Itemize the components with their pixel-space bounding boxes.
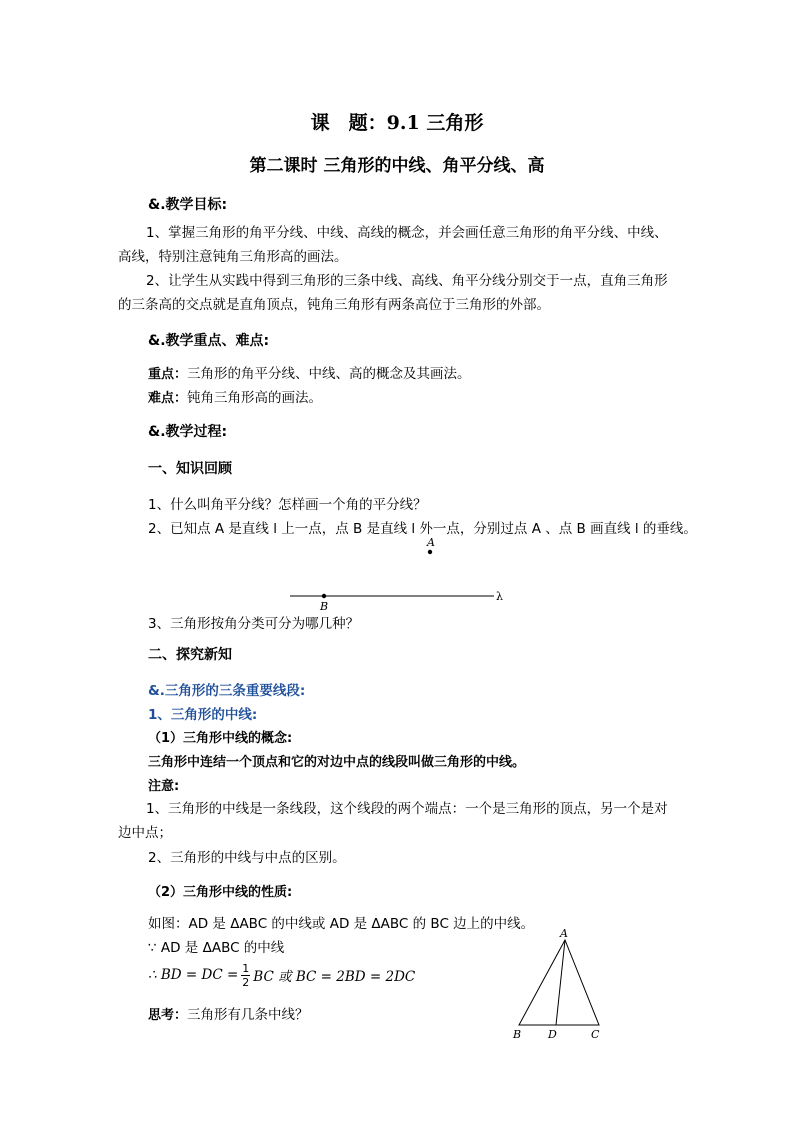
median-ad <box>556 940 565 1025</box>
think-line <box>148 1003 309 1023</box>
vertex-b-label: B <box>513 1028 522 1041</box>
triangle-abc <box>519 940 599 1025</box>
page-title: 课 题：9.1 三角形 <box>310 112 484 134</box>
fraction-denominator: 2 <box>242 975 250 989</box>
point-d-label: D <box>548 1028 557 1041</box>
difficult-point-line <box>148 386 322 406</box>
objective-paragraph-2: 2、让学生从实践中得到三角形的三条中线、高线、角平分线分别交于一点，直角三角形的三条高的交点就是直角顶点，钝角三角形有两条高位于三角形的外部。 <box>118 273 668 313</box>
point-a-label: A <box>427 536 435 549</box>
vertex-c-label: C <box>591 1028 600 1041</box>
review-question-1: 1、什么叫角平分线？怎样画一个角的平分线？ <box>148 497 427 513</box>
review-heading: 一、知识回顾 <box>148 461 232 477</box>
median-heading: 1、三角形的中线: <box>148 707 258 723</box>
difficult-label: 难点： <box>148 391 188 406</box>
key-text: 三角形的角平分线、中线、高的概念及其画法。 <box>187 366 471 382</box>
triangle-median-figure <box>505 924 615 1044</box>
fraction-half <box>241 962 250 989</box>
note-label: 注意: <box>148 779 180 794</box>
median-example: 如图：AD 是 ΔABC 的中线或 AD 是 ΔABC 的 BC 边上的中线。 <box>148 916 535 932</box>
point-b-dot <box>322 594 326 598</box>
note-paragraph-1: 1、三角形的中线是一条线段，这个线段的两个端点：一个是三角形的顶点，另一个是对边中点； <box>118 801 668 841</box>
therefore-prefix: ∴ BD = DC = <box>148 967 239 983</box>
objectives-heading: &.教学目标: <box>148 197 228 213</box>
process-heading: &.教学过程: <box>148 424 228 440</box>
explore-heading: 二、探究新知 <box>148 647 232 663</box>
key-label: 重点： <box>148 367 188 382</box>
fraction-numerator: 1 <box>242 961 250 975</box>
difficult-text: 钝角三角形高的画法。 <box>187 390 323 406</box>
think-text: 三角形有几条中线？ <box>187 1007 309 1023</box>
median-concept-heading: （1）三角形中线的概念: <box>148 731 293 746</box>
review-question-3: 3、三角形按角分类可分为哪几种？ <box>148 616 360 632</box>
line-label: λ <box>496 590 503 603</box>
therefore-suffix: BC 或 BC = 2BD = 2DC <box>253 969 416 985</box>
note-paragraph-2: 2、三角形的中线与中点的区别。 <box>148 850 346 866</box>
page-subtitle: 第二课时 三角形的中线、角平分线、高 <box>249 156 545 176</box>
think-label: 思考： <box>148 1008 188 1023</box>
objective-paragraph-1: 1、掌握三角形的角平分线、中线、高线的概念，并会画任意三角形的角平分线、中线、高线，特别注意钝角三角形高的画法。 <box>118 225 668 265</box>
point-b-label: B <box>320 600 329 613</box>
point-a-dot <box>428 550 432 554</box>
key-point-line <box>148 362 471 382</box>
vertex-a-label: A <box>560 927 568 940</box>
important-segments-heading: &.三角形的三条重要线段: <box>148 683 306 699</box>
median-concept-text: 三角形中连结一个顶点和它的对边中点的线段叫做三角形的中线。 <box>148 755 526 770</box>
perpendicular-figure <box>280 535 520 615</box>
median-property-heading: （2）三角形中线的性质: <box>148 885 293 900</box>
because-line: ∵ AD 是 ΔABC 的中线 <box>148 940 285 956</box>
therefore-line <box>148 958 415 992</box>
key-points-heading: &.教学重点、难点: <box>148 333 270 349</box>
review-question-2: 2、已知点 A 是直线 l 上一点，点 B 是直线 l 外一点，分别过点 A 、点 B 画直线 l 的垂线。 <box>148 521 697 537</box>
